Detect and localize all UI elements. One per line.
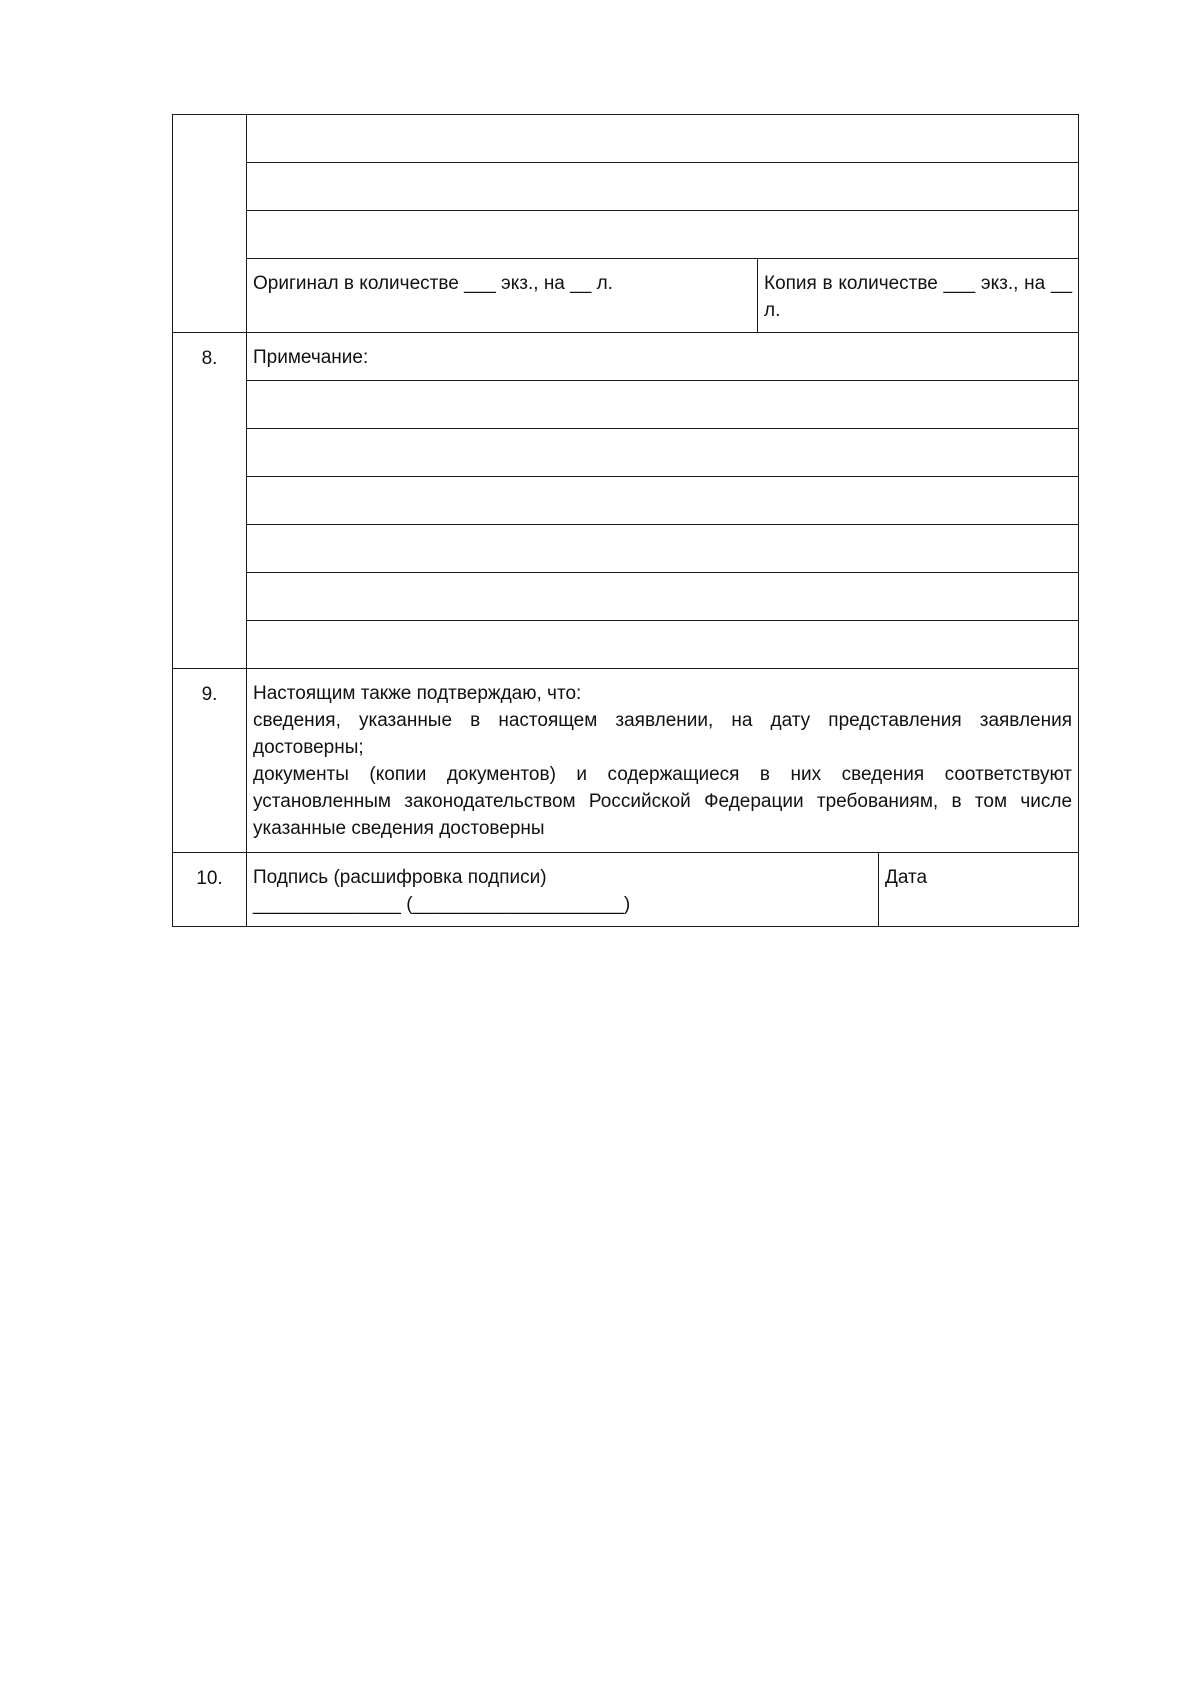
copies-row [173, 259, 1079, 333]
application-form-table [172, 114, 1079, 927]
original-copies-cell[interactable] [247, 259, 758, 333]
note-label-cell [247, 333, 1079, 381]
row-number: 10. [173, 853, 247, 927]
note-row [173, 333, 1079, 381]
confirmation-statement: сведения, указанные в настоящем заявлении, на дату представления заявления достоверны; [253, 710, 1073, 758]
copy-copies-cell[interactable] [758, 259, 1079, 333]
note-line-field[interactable] [247, 429, 1079, 477]
blank-line-field[interactable] [247, 115, 1079, 163]
row-number: 8. [173, 333, 247, 669]
continuation-row [173, 163, 1079, 211]
date-cell[interactable] [879, 853, 1079, 927]
signature-row [173, 853, 1079, 927]
note-line-field[interactable] [247, 525, 1079, 573]
note-label: Примечание: [253, 347, 369, 368]
note-line-row [173, 525, 1079, 573]
continuation-row [173, 115, 1079, 163]
note-line-row [173, 573, 1079, 621]
note-line-row [173, 477, 1079, 525]
signature-label: Подпись (расшифровка подписи) [253, 867, 547, 888]
note-line-row [173, 621, 1079, 669]
note-line-field[interactable] [247, 381, 1079, 429]
copy-copies-text: Копия в количестве ___ экз., на __ л. [764, 273, 1073, 321]
note-line-field[interactable] [247, 573, 1079, 621]
blank-line-field[interactable] [247, 211, 1079, 259]
row-number: 9. [173, 669, 247, 853]
signature-line: ______________ (____________________) [253, 894, 631, 915]
continuation-number-cell [173, 115, 247, 333]
confirmation-intro: Настоящим также подтверждаю, что: [253, 683, 582, 704]
signature-cell[interactable] [247, 853, 879, 927]
continuation-row [173, 211, 1079, 259]
note-line-field[interactable] [247, 621, 1079, 669]
confirmation-row [173, 669, 1079, 853]
confirmation-statement: документы (копии документов) и содержащиеся в них сведения соответствуют установленным законодательством Российской Федерации требованиям, в том числе указанные сведения достоверны [253, 764, 1073, 839]
note-line-row [173, 429, 1079, 477]
note-line-row [173, 381, 1079, 429]
confirmation-text-cell [247, 669, 1079, 853]
date-label: Дата [885, 867, 928, 888]
original-copies-text: Оригинал в количестве ___ экз., на __ л. [253, 273, 613, 294]
note-line-field[interactable] [247, 477, 1079, 525]
blank-line-field[interactable] [247, 163, 1079, 211]
